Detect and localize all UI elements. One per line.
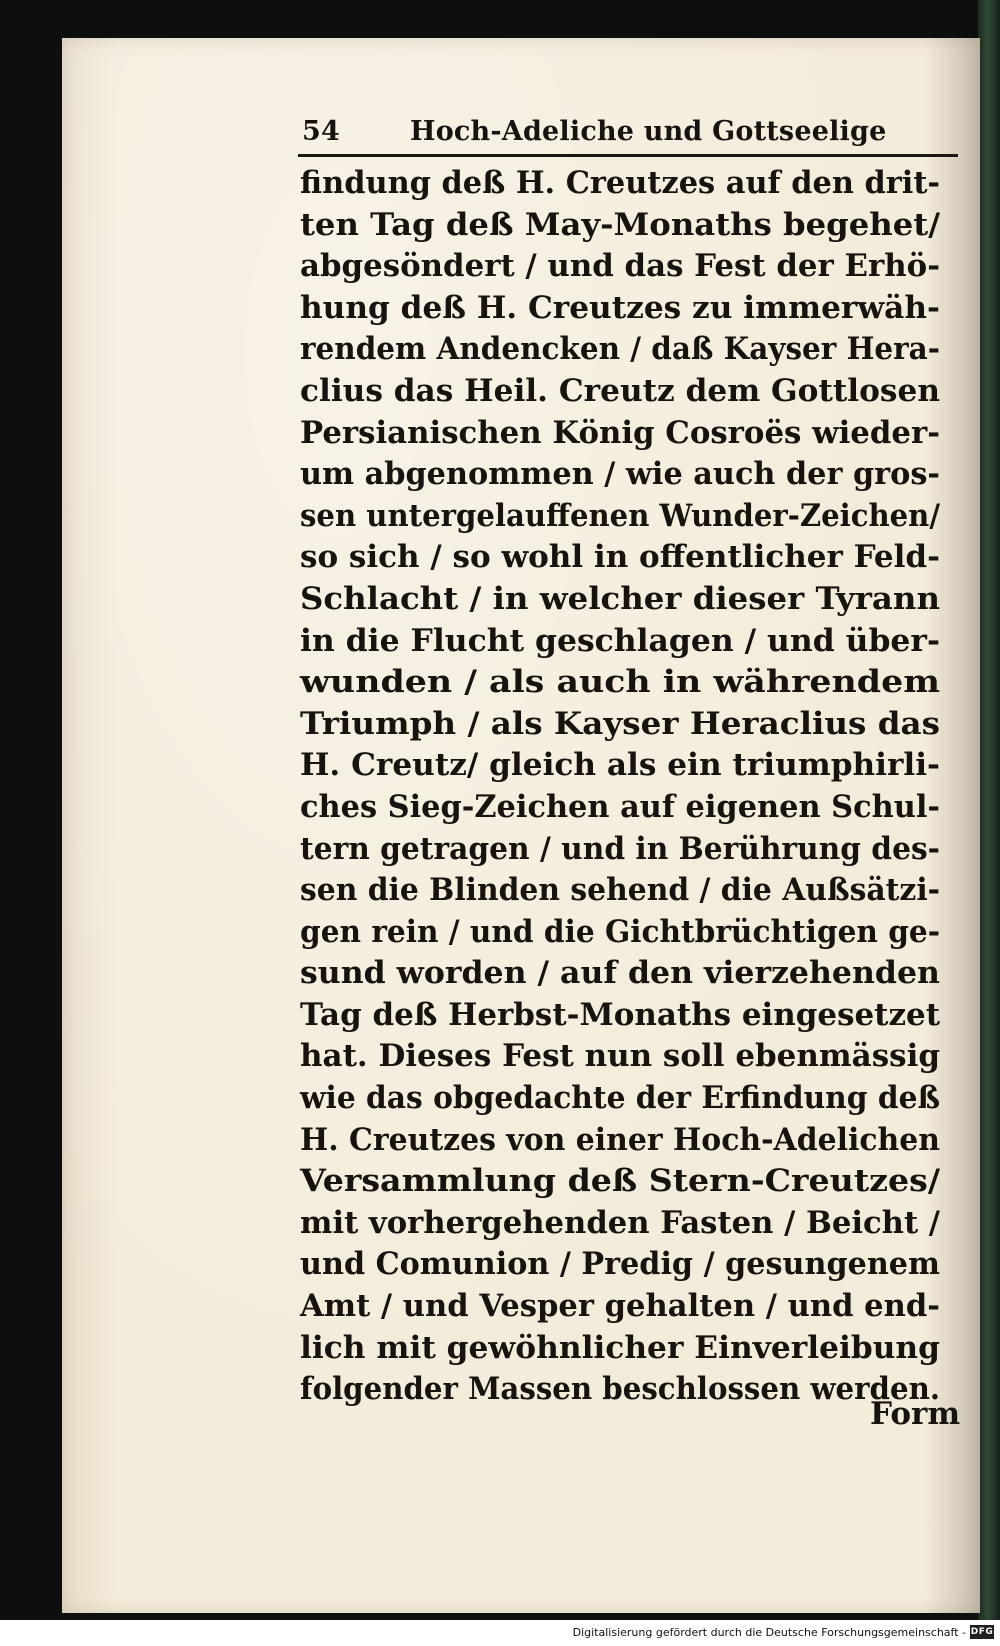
text-line: gen rein / und die Gichtbrüchtigen ge-	[300, 913, 940, 950]
text-line: Persianischen König Cosroës wieder-	[300, 414, 940, 451]
text-line: wie das obgedachte der Erfindung deß	[300, 1080, 940, 1117]
page-number: 54	[302, 116, 340, 147]
text-line: sen untergelauffenen Wunder-Zeichen/	[300, 497, 940, 534]
text-line: lich mit gewöhnlicher Einverleibung	[300, 1329, 940, 1366]
text-line: Tag deß Herbst-Monaths eingesetzet	[300, 996, 940, 1033]
text-line: hung deß H. Creutzes zu immerwäh-	[300, 289, 940, 326]
text-line: mit vorhergehenden Fasten / Beicht /	[300, 1204, 940, 1241]
text-line: rendem Andencken / daß Kayser Hera-	[300, 331, 940, 368]
header-rule	[298, 154, 958, 157]
page-header	[302, 112, 887, 154]
text-line: H. Creutzes von einer Hoch-Adelichen	[300, 1121, 940, 1158]
text-line: und Comunion / Predig / gesungenem	[300, 1246, 940, 1283]
text-line: um abgenommen / wie auch der gros-	[300, 456, 940, 493]
text-line: ten Tag deß May-Monaths begehet/	[300, 206, 940, 243]
text-line: Schlacht / in welcher dieser Tyrann	[300, 580, 940, 617]
text-line: wunden / als auch in währendem	[300, 664, 940, 701]
text-line: H. Creutz/ gleich als ein triumphirli-	[300, 747, 940, 784]
dfg-logo: DFG	[970, 1627, 994, 1637]
text-line: hat. Dieses Fest nun soll ebenmässig	[300, 1038, 940, 1075]
funding-credit: Digitalisierung gefördert durch die Deutsche Forschungsgemeinschaft -	[572, 1626, 966, 1639]
body-text	[300, 163, 962, 1411]
text-line: in die Flucht geschlagen / und über-	[300, 622, 940, 659]
text-line: abgesöndert / und das Fest der Erhö-	[300, 248, 940, 285]
text-line: so sich / so wohl in offentlicher Feld-	[300, 539, 940, 576]
catchword: Form	[870, 1396, 961, 1432]
book-spine-edge	[978, 0, 1000, 1620]
text-line: sen die Blinden sehend / die Außsätzi-	[300, 872, 940, 909]
text-line: clius das Heil. Creutz dem Gottlosen	[300, 372, 940, 409]
text-line: sund worden / auf den vierzehenden	[300, 955, 940, 992]
running-title: Hoch-Adeliche und Gottseelige	[410, 116, 887, 147]
text-line: folgender Massen beschlossen werden.	[300, 1371, 940, 1408]
text-line: Versammlung deß Stern-Creutzes/	[300, 1163, 940, 1200]
text-line: findung deß H. Creutzes auf den drit-	[300, 165, 940, 201]
text-line: Triumph / als Kayser Heraclius das	[300, 705, 940, 742]
text-line: Amt / und Vesper gehalten / und end-	[300, 1288, 940, 1325]
text-line: ches Sieg-Zeichen auf eigenen Schul-	[300, 788, 940, 825]
text-line: tern getragen / und in Berührung des-	[300, 830, 940, 867]
footer-bar	[0, 1620, 1000, 1646]
